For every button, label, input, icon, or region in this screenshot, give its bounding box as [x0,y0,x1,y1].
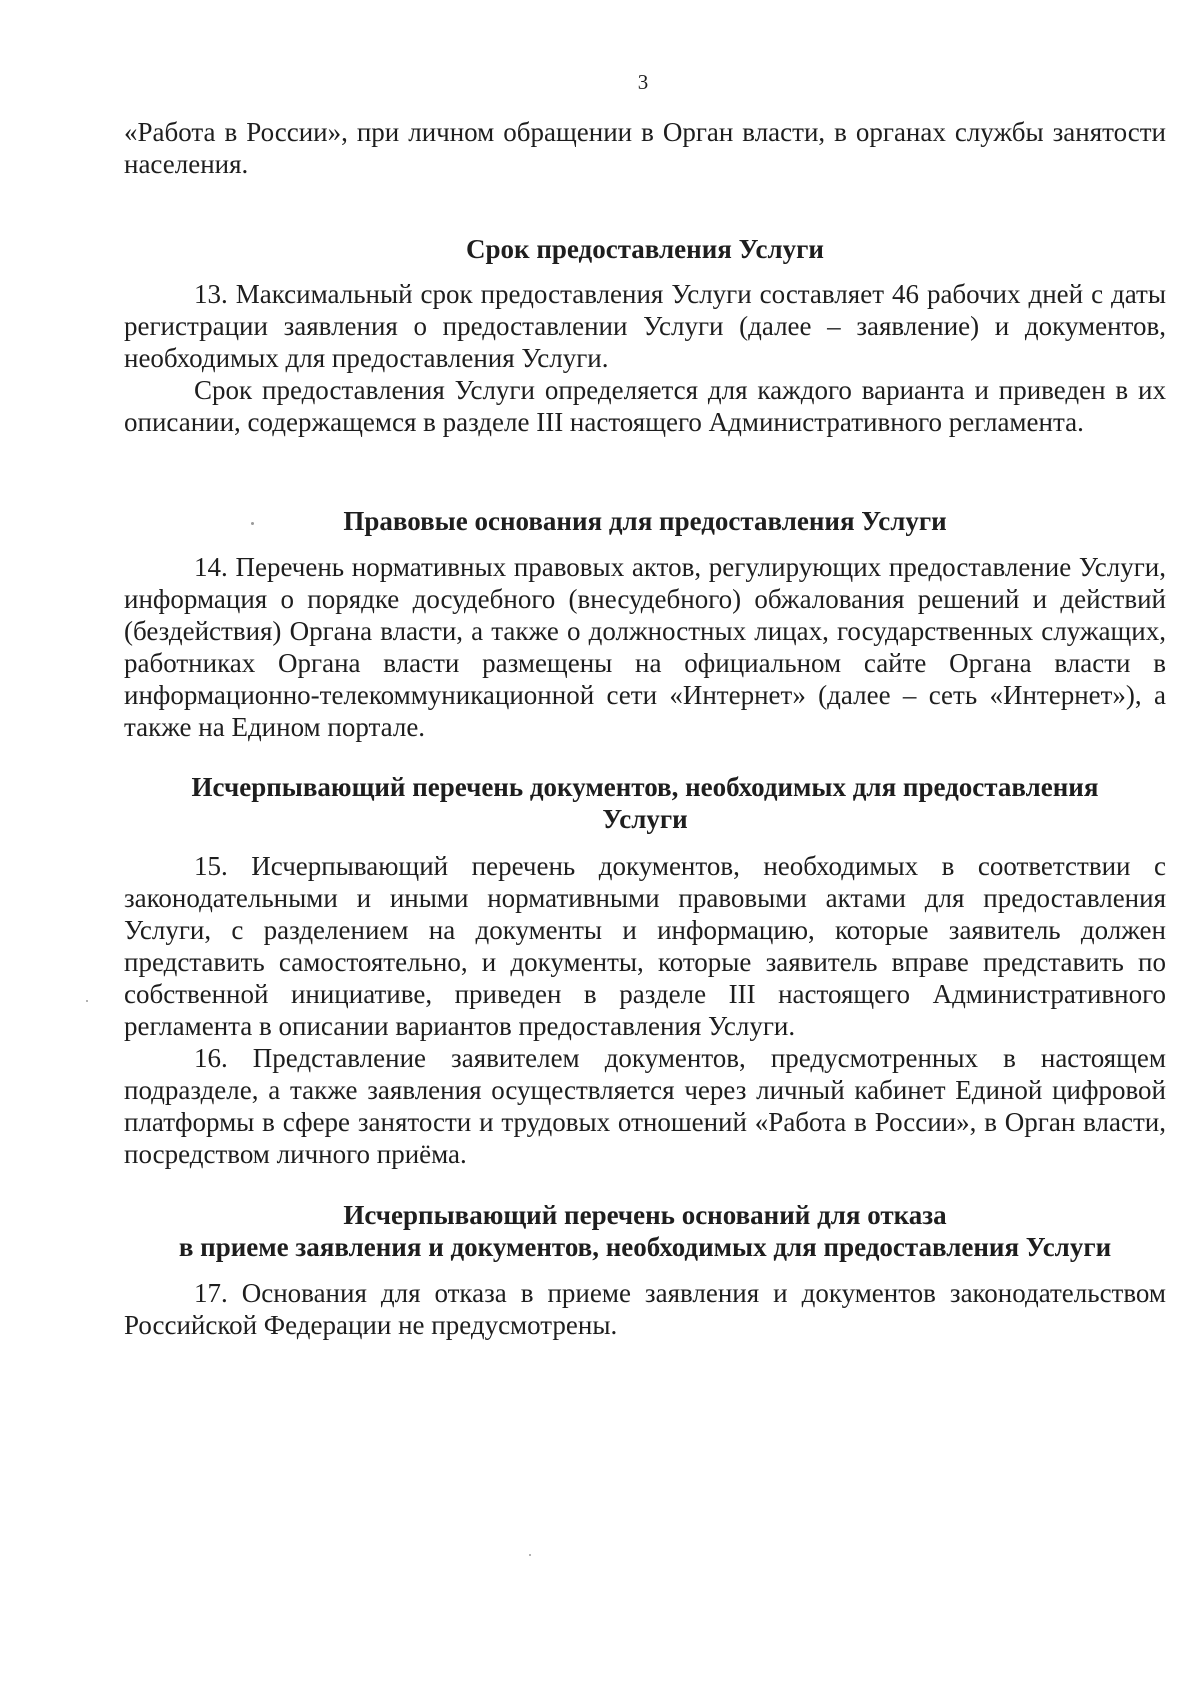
heading-documents-list-line1: Исчерпывающий перечень документов, необходимых для предоставления [191,772,1099,802]
heading-refusal-grounds-line1: Исчерпывающий перечень оснований для отказа [343,1200,947,1230]
scan-speck [529,1554,531,1556]
paragraph-15: 15. Исчерпывающий перечень документов, необходимых в соответствии с законодательными и иными нормативными правовыми актами для предоставления Услуги, с разделением на документы и информацию, которые заявитель должен представить самостоятельно, и документы, которые заявитель вправе представить по собственной инициативе, приведен в разделе III настоящего Административного регламента в описании вариантов предоставления Услуги. [124,851,1166,1041]
intro-paragraph: «Работа в России», при личном обращении в Орган власти, в органах службы занятости населения. [124,117,1166,179]
page-number: 3 [637,70,649,94]
paragraph-13: 13. Максимальный срок предоставления Услуги составляет 46 рабочих дней с даты регистрации заявления о предоставлении Услуги (далее – заявление) и документов, необходимых для предоставления Услуги. [124,279,1166,373]
heading-documents-list-line2: Услуги [602,804,688,834]
heading-legal-grounds: Правовые основания для предоставления Услуги [343,506,947,536]
heading-refusal-grounds [124,1199,1166,1263]
scan-speck [86,1000,88,1002]
document-body [124,116,1166,1341]
scan-speck [251,522,254,525]
paragraph-13-continuation: Срок предоставления Услуги определяется для каждого варианта и приведен в их описании, содержащемся в разделе III настоящего Административного регламента. [124,375,1166,437]
heading-documents-list [124,771,1166,835]
heading-refusal-grounds-line2: в приеме заявления и документов, необходимых для предоставления Услуги [178,1232,1112,1262]
heading-service-term: Срок предоставления Услуги [466,234,824,264]
paragraph-17: 17. Основания для отказа в приеме заявления и документов законодательством Российской Федерации не предусмотрены. [124,1278,1166,1340]
paragraph-16: 16. Представление заявителем документов, предусмотренных в настоящем подразделе, а также заявления осуществляется через личный кабинет Единой цифровой платформы в сфере занятости и трудовых отношений «Работа в России», в Орган власти, посредством личного приёма. [124,1043,1166,1169]
paragraph-14: 14. Перечень нормативных правовых актов, регулирующих предоставление Услуги, информация о порядке досудебного (внесудебного) обжалования решений и действий (бездействия) Органа власти, а также о должностных лицах, государственных служащих, работниках Органа власти размещены на официальном сайте Органа власти в информационно-телекоммуникационной сети «Интернет» (далее – сеть «Интернет»), а также на Едином портале. [124,552,1166,742]
